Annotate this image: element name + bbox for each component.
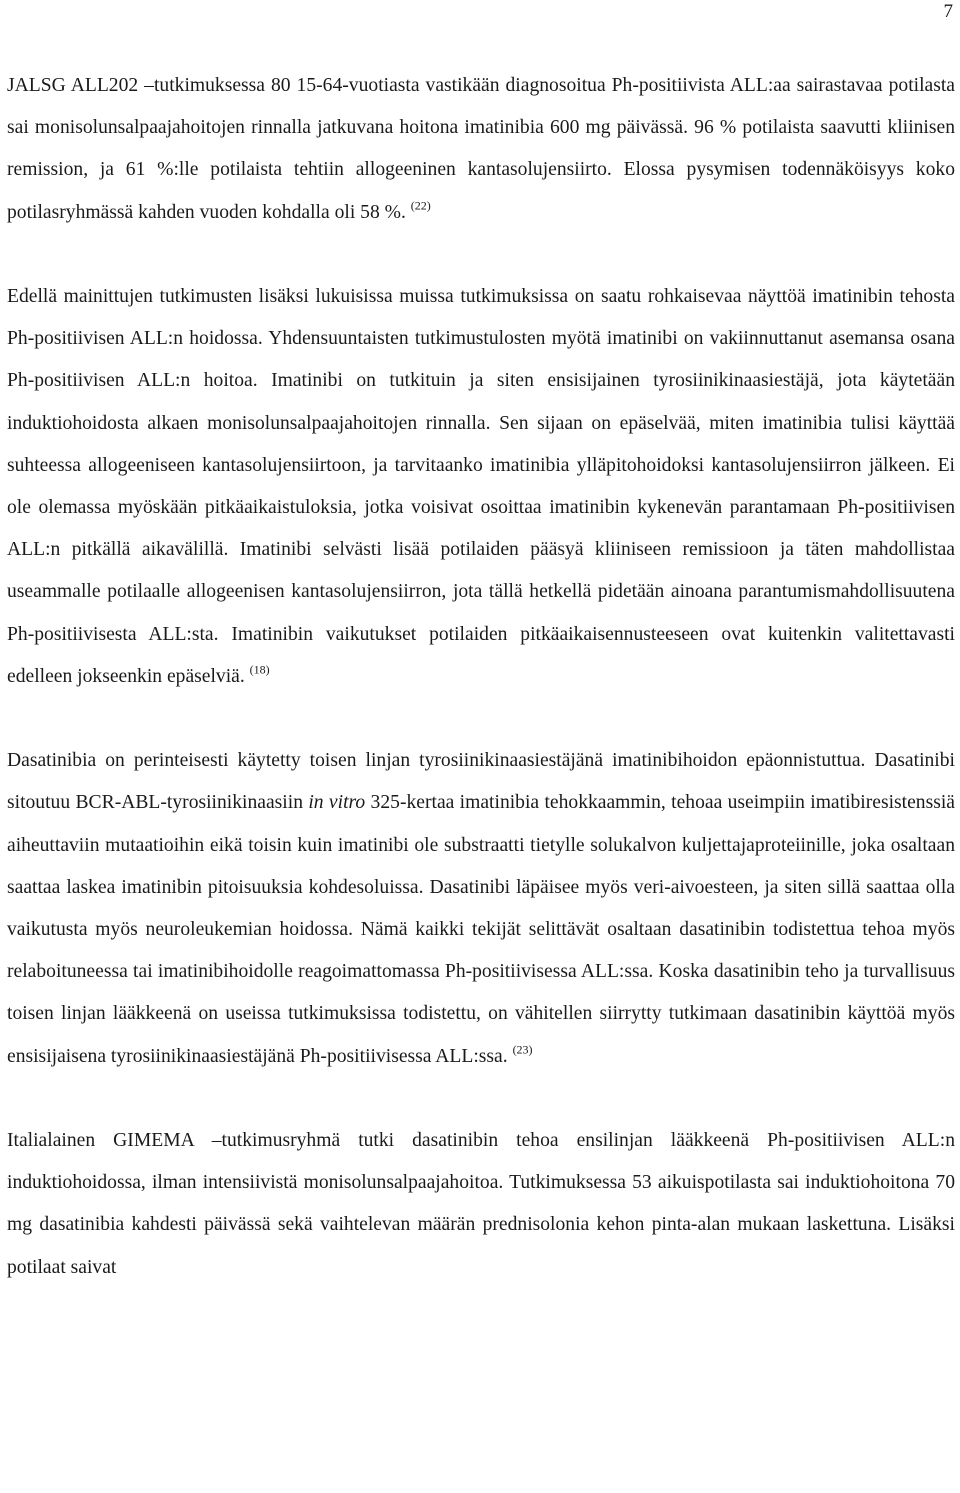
paragraph-text: Edellä mainittujen tutkimusten lisäksi lukuisissa muissa tutkimuksissa on saatu rohkaisevaa näyttöä imatinibin tehosta Ph-positiivisen ALL:n hoidossa. Yhdensuuntaisten tutkimustulosten myötä imatinibi on vakiinnuttanut asemansa osana Ph-positiivisen ALL:n hoitoa. Imatinibi on tutkituin ja siten ensisijainen tyrosiinikinaasiestäjä, jota käytetään induktiohoidosta alkaen monisolunsalpaajahoitojen rinnalla. Sen sijaan on epäselvää, miten imatinibia tulisi käyttää suhteessa allogeeniseen kantasolujensiirtoon, ja tarvitaanko imatinibia ylläpitohoidoksi kantasolujensiirron jälkeen. Ei ole olemassa myöskään pitkäaikaistuloksia, jotka voisivat osoittaa imatinibin kykenevän parantamaan Ph-positiivisen ALL:n pitkällä aikavälillä. Imatinibi selvästi lisää potilaiden pääsyä kliiniseen remissioon ja täten mahdollistaa useammalle potilaalle allogeenisen kantasolujensiirron, jota tällä hetkellä pidetään ainoana parantumismahdollisuutena Ph-positiivisesta ALL:sta. Imatinibin vaikutukset potilaiden pitkäaikaisennusteeseen ovat kuitenkin valitettavasti edelleen jokseenkin epäselviä.	[7, 286, 955, 687]
paragraph-text: Italialainen GIMEMA –tutkimusryhmä tutki dasatinibin tehoa ensilinjan lääkkeenä Ph-positiivisen ALL:n induktiohoidossa, ilman intensiivistä monisolunsalpaajahoitoa. Tutkimuksessa 53 aikuispotilasta sai induktiohoitona 70 mg dasatinibia kahdesti päivässä sekä vaihtelevan määrän prednisolonia kehon pinta-alan mukaan laskettuna. Lisäksi potilaat saivat	[7, 1130, 955, 1278]
paragraph-text: JALSG ALL202 –tutkimuksessa 80 15-64-vuotiasta vastikään diagnosoitua Ph-positiivista ALL:aa sairastavaa potilasta sai monisolunsalpaajahoitojen rinnalla jatkuvana hoitona imatinibia 600 mg päivässä. 96 % potilaista saavutti kliinisen remission, ja 61 %:lle potilaista tehtiin allogeeninen kantasolujensiirto. Elossa pysymisen todennäköisyys koko potilasryhmässä kahden vuoden kohdalla oli 58 %.	[7, 75, 955, 223]
paragraph-text-part: 325-kertaa imatinibia tehokkaammin, tehoaa useimpiin imatibiresistenssiä aiheuttaviin mutaatioihin eikä toisin kuin imatinibi ole substraatti tietylle solukalvon kuljettajaproteiinille, joka osaltaan saattaa laskea imatinibin pitoisuuksia kohdesoluissa. Dasatinibi läpäisee myös veri-aivoesteen, ja siten sillä saattaa olla vaikutusta myös neuroleukemian hoidossa. Nämä kaikki tekijät selittävät osaltaan dasatinibin todistettua tehoa myös relaboituneessa tai imatinibihoidolle reagoimattomassa Ph-positiivisessa ALL:ssa. Koska dasatinibin teho ja turvallisuus toisen linjan lääkkeenä on useissa tutkimuksissa todistettu, on vähitellen siirrytty tutkimaan dasatinibin käyttöä myös ensisijaisena tyrosiinikinaasiestäjänä Ph-positiivisessa ALL:ssa.	[7, 792, 955, 1067]
paragraph-spacer	[7, 1078, 955, 1120]
citation-ref: (23)	[512, 1042, 533, 1057]
paragraph-dasatinib	[7, 740, 955, 1078]
paragraph-jalsg-study	[7, 65, 955, 234]
citation-ref: (18)	[249, 662, 270, 677]
paragraph-spacer	[7, 234, 955, 276]
paragraph-imatinib-evidence	[7, 276, 955, 698]
italic-term: in vitro	[308, 792, 366, 814]
paragraph-gimema-study	[7, 1120, 955, 1289]
page-number: 7	[943, 1, 953, 22]
paragraph-spacer	[7, 698, 955, 740]
citation-ref: (22)	[410, 198, 431, 213]
document-body	[7, 65, 955, 1289]
paragraph-text-part: Dasatinibia on perinteisesti käytetty toisen linjan tyrosiinikinaasiestäjänä imatinibihoidon epäonnistuttua. Dasatinibi sitoutuu BCR-ABL-tyrosiinikinaasiin	[7, 750, 955, 814]
